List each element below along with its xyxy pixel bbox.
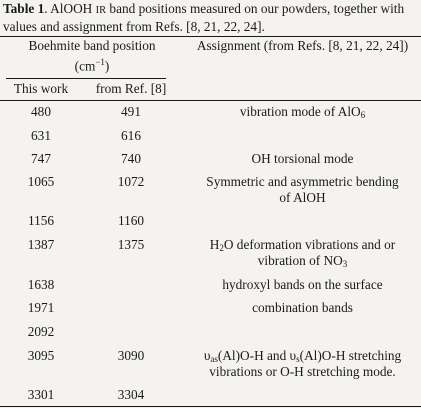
header-band-position-label: Boehmite band position [28, 38, 156, 53]
cell-assignment: combination bands [252, 300, 353, 315]
cell-ref: 3304 [117, 387, 145, 402]
header-sub-rule [6, 78, 166, 79]
cell-this-work: 1971 [27, 300, 55, 315]
caption-text-a: . AlOOH [44, 1, 96, 16]
caption-ir: IR [95, 5, 107, 16]
table-caption [3, 1, 418, 35]
cell-ref: 1072 [117, 174, 145, 189]
cell-ref: 1160 [117, 213, 145, 228]
table-bottom-rule [0, 406, 421, 407]
cell-this-work: 1156 [27, 213, 55, 228]
cell-ref: 491 [121, 104, 141, 119]
cell-assignment: $H_2O$ deformation vibrations and or vibration of $NO_3$ [209, 237, 396, 269]
header-bottom-rule [0, 100, 421, 101]
table-top-rule [0, 36, 421, 37]
cell-this-work: 2092 [27, 324, 55, 339]
header-band-unit: $(cm^{-1})$ [74, 57, 110, 74]
header-band-position [0, 38, 184, 74]
cell-assignment: OH torsional mode [251, 151, 354, 166]
cell-this-work: 1387 [27, 237, 55, 252]
cell-this-work: 480 [31, 104, 51, 119]
cell-ref: 616 [121, 128, 141, 143]
cell-assignment: vibration mode of AlO$_6$ [239, 104, 366, 120]
cell-assignment: hydroxyl bands on the surface [222, 277, 383, 292]
cell-this-work: 3301 [27, 387, 55, 402]
cell-assignment: Symmetric and asymmetric bending of AlOH [206, 174, 399, 205]
cell-this-work: 747 [31, 151, 51, 166]
caption-text-b: band positions measured on our powders, together with values and assignment from Refs. [8, 21, 22, 24]. [3, 1, 405, 34]
cell-assignment: $\upsilon_{as}(Al)O-H$ and $\upsilon_s(Al)O-H$ stretching vibrations or O-H stretching mode. [203, 348, 402, 379]
header-assignment: Assignment (from Refs. [8, 21, 22, 24]) [196, 38, 409, 53]
cell-ref: 3090 [117, 348, 145, 363]
cell-this-work: 631 [31, 128, 51, 143]
header-from-ref: from Ref. [8] [95, 81, 167, 96]
header-this-work: This work [13, 81, 69, 96]
cell-ref: 740 [121, 151, 141, 166]
cell-this-work: 1065 [27, 174, 55, 189]
cell-ref: 1375 [117, 237, 145, 252]
cell-this-work: 1638 [27, 277, 55, 292]
caption-label: Table 1 [3, 1, 45, 16]
cell-this-work: 3095 [27, 348, 55, 363]
